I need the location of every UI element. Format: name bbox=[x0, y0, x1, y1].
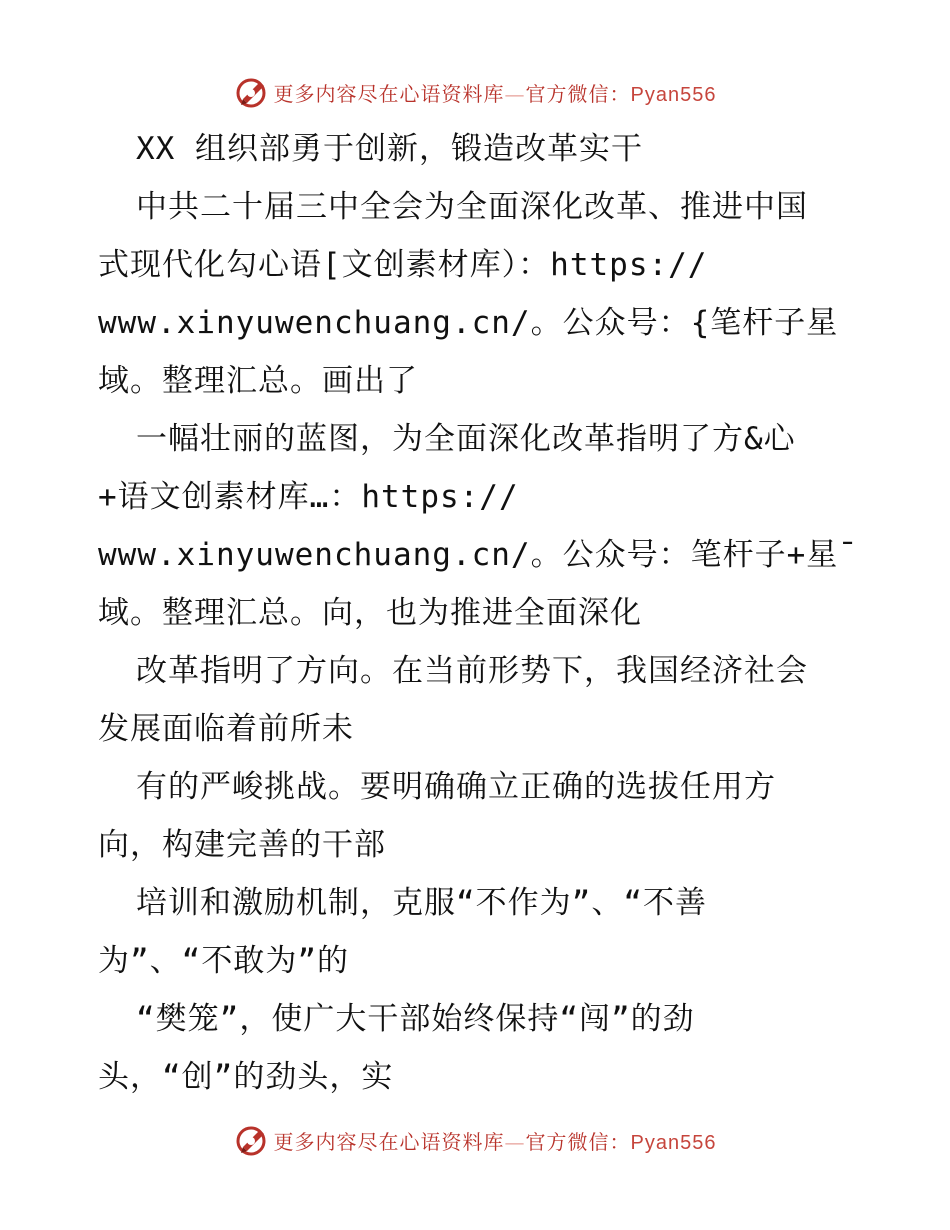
paragraph-line: 发展面临着前所未 bbox=[98, 711, 354, 747]
footer-banner bbox=[0, 1118, 950, 1162]
footer-banner-text bbox=[274, 1126, 717, 1155]
header-banner-id: Pyan556 bbox=[630, 83, 717, 106]
paragraph-line: 改革指明了方向。在当前形势下，我国经济社会 bbox=[136, 653, 808, 689]
paragraph-line: 为”、“不敢为”的 bbox=[98, 943, 349, 979]
header-banner-dash: — bbox=[504, 81, 526, 106]
document-title: XX 组织部勇于创新，锻造改革实干 bbox=[136, 131, 643, 167]
header-banner-main: 更多内容尽在心语资料库 bbox=[273, 81, 505, 106]
paragraph-line: 头，“创”的劲头，实 bbox=[98, 1059, 394, 1095]
header-banner-text bbox=[274, 78, 717, 107]
paragraph-line: 域。整理汇总。画出了 bbox=[98, 363, 418, 399]
header-banner bbox=[0, 70, 950, 114]
paragraph-line: www.xinyuwenchuang.cn/。公众号：笔杆子+星¯ bbox=[98, 537, 858, 573]
pen-logo-icon bbox=[234, 74, 270, 110]
document-body bbox=[98, 120, 878, 1106]
paragraph-line: 域。整理汇总。向，也为推进全面深化 bbox=[98, 595, 642, 631]
paragraph-line: 一幅壮丽的蓝图，为全面深化改革指明了方&心 bbox=[136, 421, 796, 457]
paragraph-line: www.xinyuwenchuang.cn/。公众号：{笔杆子星 bbox=[98, 305, 839, 341]
paragraph-line: +语文创素材库…：https:// bbox=[98, 479, 519, 515]
footer-banner-label: 官方微信： bbox=[525, 1129, 631, 1154]
header-banner-label: 官方微信： bbox=[525, 81, 631, 106]
paragraph-line: 培训和激励机制，克服“不作为”、“不善 bbox=[136, 885, 707, 921]
paragraph-line: 向，构建完善的干部 bbox=[98, 827, 386, 863]
footer-banner-main: 更多内容尽在心语资料库 bbox=[273, 1129, 505, 1154]
paragraph-line: 式现代化勾心语[文创素材库）：https:// bbox=[98, 247, 708, 283]
footer-banner-id: Pyan556 bbox=[630, 1131, 717, 1154]
paragraph-line: 有的严峻挑战。要明确确立正确的选拔任用方 bbox=[136, 769, 776, 805]
footer-banner-dash: — bbox=[504, 1129, 526, 1154]
paragraph-line: 中共二十届三中全会为全面深化改革、推进中国 bbox=[136, 189, 808, 225]
paragraph-line: “樊笼”，使广大干部始终保持“闯”的劲 bbox=[136, 1001, 695, 1037]
pen-logo-icon bbox=[234, 1122, 270, 1158]
